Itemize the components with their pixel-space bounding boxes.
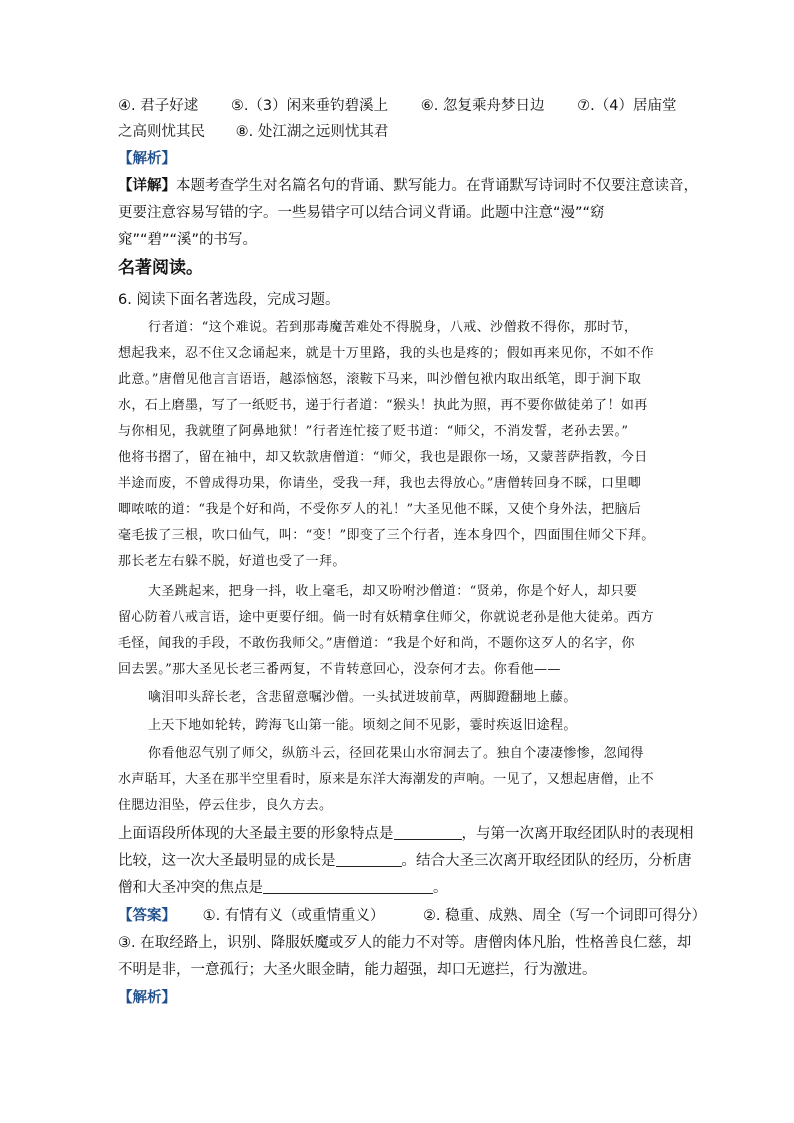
answer-8: ⑧. 处江湖之远则忧其君: [235, 124, 389, 140]
ask-text: 僧和大圣冲突的焦点是: [118, 880, 263, 896]
passage-line: 水，石上磨墨，写了一纸贬书，递于行者道：“猴头！执此为照，再不要你做徒弟了！如再: [118, 398, 648, 413]
passage-line: 毫毛拔了三根，吹口仙气，叫：“变！”即变了三个行者，连本身四个，四面围住师父下拜。: [118, 528, 655, 543]
answer-a1: ①. 有情有义（或重情重义）: [202, 908, 385, 924]
answer-a2: ②. 稳重、成熟、周全（写一个词即可得分）: [422, 908, 707, 924]
passage-line: 唧哝哝的道：“我是个好和尚，不受你歹人的礼！”大圣见他不睬，又使个身外法，把脑后: [118, 502, 642, 517]
passage-line: 住腮边泪坠，停云住步，良久方去。: [118, 798, 333, 813]
answer-tag: 【答案】: [118, 908, 176, 924]
passage-line: 你看他忍气别了师父，纵筋斗云，径回花果山水帘洞去了。独自个凄凄惨惨，忽闻得: [148, 746, 644, 761]
analysis-tag-2: 【解析】: [118, 990, 176, 1006]
passage-line: 行者道：“这个难说。若到那毒魔苦难处不得脱身，八戒、沙僧救不得你，那时节，: [148, 320, 638, 335]
section-heading: 名著阅读。: [118, 258, 203, 278]
passage-line: 水声聒耳，大圣在那半空里看时，原来是东洋大海潮发的声响。一见了，又想起唐僧，止不: [118, 772, 655, 787]
detail-tag: 【详解】: [118, 178, 176, 194]
ask-text: ，与第一次离开取经团队时的表现相: [461, 826, 694, 842]
analysis-tag: 【解析】: [118, 151, 176, 167]
passage-line: 留心防着八戒言语，途中更要仔细。倘一时有妖精拿住师父，你就说老孙是他大徒弟。西方: [118, 610, 655, 625]
detail-line-2: 更要注意容易写错的字。一些易错字可以结合词义背诵。此题中注意“漫”“窈: [118, 205, 605, 221]
answer-7: ⑦.（4）居庙堂: [577, 98, 677, 114]
passage-line: 半途而废，不曾成得功果，你请坐，受我一拜，我也去得放心。”唐僧转回身不睬，口里唧: [118, 476, 642, 491]
answers-line-2: [118, 122, 388, 142]
question-stem: 6. 阅读下面名著选段，完成习题。: [118, 292, 340, 308]
answer-blank[interactable]: [394, 825, 462, 840]
ask-text: 上面语段所体现的大圣最主要的形象特点是: [118, 826, 394, 842]
poem-line: 噙泪叩头辞长老，含悲留意嘱沙僧。一头拭迸坡前草，两脚蹬翻地上藤。: [148, 690, 577, 705]
passage-line: 与你相见，我就堕了阿鼻地狱！”行者连忙接了贬书道：“师父，不消发誓，老孙去罢。”: [118, 424, 629, 439]
ask-line-2: [118, 851, 692, 871]
answer-blank[interactable]: [263, 879, 433, 894]
passage-line: 此意。”唐僧见他言言语语，越添恼怒，滚鞍下马来，叫沙僧包袱内取出纸笔，即于涧下取: [118, 372, 642, 387]
detail-text-1: 本题考查学生对名篇名句的背诵、默写能力。在背诵默写诗词时不仅要注意读音，: [176, 178, 698, 194]
passage-line: 大圣跳起来，把身一抖，收上毫毛，却又吩咐沙僧道：“贤弟，你是个好人，却只要: [148, 584, 638, 599]
passage-line: 那长老左右躲不脱，好道也受了一拜。: [118, 554, 346, 569]
poem-line: 上天下地如轮转，跨海飞山第一能。顷刻之间不见影，霎时疾返旧途程。: [148, 718, 577, 733]
answer-line-2: ③. 在取经路上，识别、降服妖魔或歹人的能力不对等。唐僧肉体凡胎，性格善良仁慈，却: [118, 935, 692, 951]
answer-6: ⑥. 忽复乘舟梦日边: [420, 98, 545, 114]
answer-7-cont: 之高则忧其民: [118, 124, 205, 140]
passage-line: 想起我来，忍不住又念诵起来，就是十万里路，我的头也是疼的；假如再来见你，不如不作: [118, 346, 655, 361]
detail-line-1: [118, 176, 698, 196]
ask-line-3: [118, 878, 448, 898]
ask-text: 。结合大圣三次离开取经团队的经历，分析唐: [401, 853, 692, 869]
answer-line-1: [118, 906, 706, 926]
answers-line-1: [118, 96, 676, 116]
ask-text: 比较，这一次大圣最明显的成长是: [118, 853, 336, 869]
answer-blank[interactable]: [336, 852, 402, 867]
answer-line-3: 不明是非，一意孤行；大圣火眼金睛，能力超强，却口无遮拦，行为激进。: [118, 962, 597, 978]
passage-line: 他将书摺了，留在袖中，却又软款唐僧道：“师父，我也是跟你一场，又蒙菩萨指教，今日: [118, 450, 648, 465]
answer-4: ④. 君子好逑: [118, 98, 199, 114]
passage-line: 毛怪，闻我的手段，不敢伤我师父。”唐僧道：“我是个好和尚，不题你这歹人的名字，你: [118, 636, 635, 651]
passage-line: 回去罢。”那大圣见长老三番两复，不肯转意回心，没奈何才去。你看他——: [118, 662, 561, 677]
answer-5: ⑤.（3）闲来垂钓碧溪上: [230, 98, 389, 114]
ask-text: 。: [433, 880, 448, 896]
ask-line-1: [118, 824, 694, 844]
detail-line-3: 窕”“碧”“溪”的书写。: [118, 232, 258, 248]
